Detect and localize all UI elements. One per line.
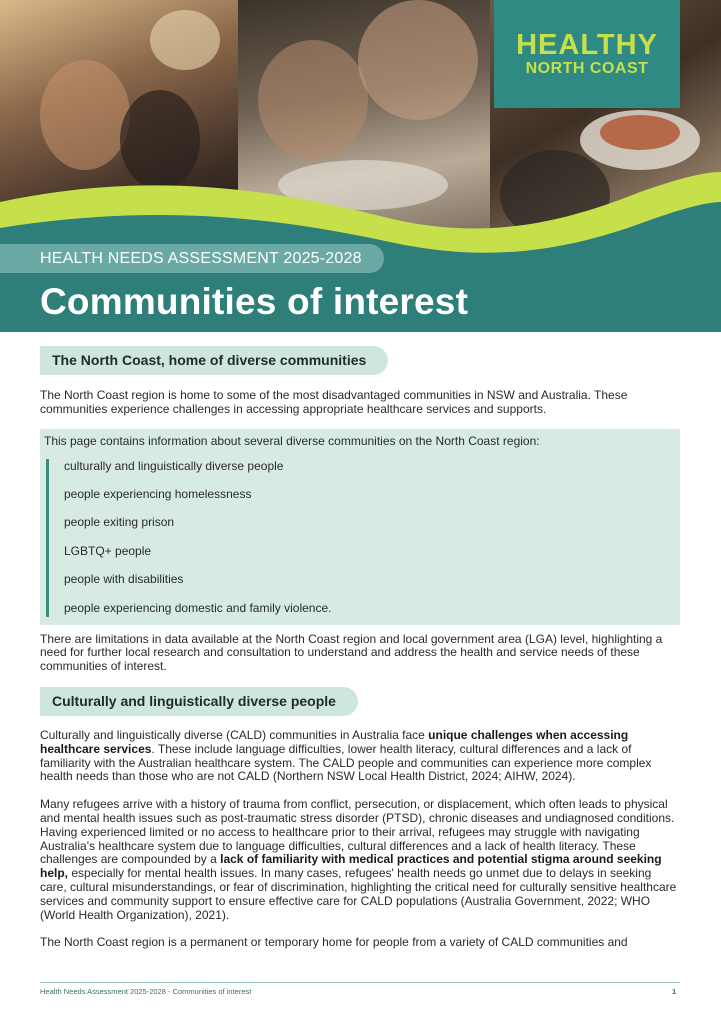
main-content (40, 346, 680, 950)
brand-logo (494, 0, 680, 108)
list-item: people with disabilities (64, 572, 184, 587)
section-heading-north-coast: The North Coast, home of diverse communities (40, 346, 388, 375)
cald-paragraph-2 (40, 798, 680, 922)
list-item: people experiencing domestic and family violence. (64, 600, 332, 615)
cald-p2-text-a: Many refugees arrive with a history of trauma from conflict, persecution, or displacement, which often leads to physical and mental health issues such as post-traumatic stress disorder (PTSD), chronic diseases and undiagnosed conditions. Having experienced limited or no access to healthcare prior to their arrival, refugees may struggle with navigating Australia's healthcare system due to language difficulties, cultural differences and a lack of health literacy. These challenges are compounded by a (40, 797, 675, 867)
list-item: people experiencing homelessness (64, 486, 252, 501)
footer-divider (40, 982, 680, 983)
cald-p2-text-b: especially for mental health issues. In many cases, refugees' health needs go unmet due to delays in seeking care, cultural misunderstandings, or fear of discrimination, highlighting the critical need for culturally sensitive healthcare services and community support to ensure effective care for CALD populations (Australia Government, 2022; WHO (World Health Organization), 2021). (40, 866, 677, 922)
cald-paragraph-1 (40, 729, 680, 784)
list-item: LGBTQ+ people (64, 543, 152, 558)
data-limitations-paragraph: There are limitations in data available at the North Coast region and local government area (LGA) level, highlighting a need for further local research and consultation to understand and address the health and service needs of these communities of interest. (40, 631, 663, 674)
page-title: Communities of interest (40, 281, 469, 322)
footer-title: Health Needs Assessment 2025-2028 - Communities of interest (40, 987, 252, 996)
section-heading-cald: Culturally and linguistically diverse people (40, 687, 358, 716)
list-item: culturally and linguistically diverse people (64, 458, 284, 473)
list-item: people exiting prison (64, 515, 175, 530)
brand-line-2: NORTH COAST (525, 60, 649, 77)
cald-p2-emphasis: lack of familiarity with medical practices and potential stigma around seeking help, (40, 852, 662, 881)
intro-paragraph: The North Coast region is home to some of the most disadvantaged communities in NSW and Australia. These communities experience challenges in accessing appropriate healthcare services and supports. (40, 388, 628, 416)
communities-info-box (40, 429, 680, 625)
cald-paragraph-3: The North Coast region is a permanent or temporary home for people from a variety of CALD communities and (40, 935, 628, 950)
hero-kicker: HEALTH NEEDS ASSESSMENT 2025-2028 (0, 244, 384, 273)
brand-line-1: HEALTHY (516, 29, 658, 61)
cald-p1-text-a: Culturally and linguistically diverse (CALD) communities in Australia face (40, 727, 429, 742)
page-number: 1 (672, 987, 677, 996)
info-box-intro: This page contains information about several diverse communities on the North Coast region: (44, 433, 540, 448)
communities-list (46, 459, 675, 617)
cald-p1-text-b: . These include language difficulties, lower health literacy, cultural differences and a lack of familiarity with the Australian healthcare system. The CALD people and communities can experience more complex health needs than those who are not CALD (Northern NSW Local Health District, 2024; AIHW, 2024). (40, 741, 652, 784)
cald-p1-emphasis: unique challenges when accessing healthcare services (40, 727, 629, 756)
hero-banner (0, 0, 721, 332)
